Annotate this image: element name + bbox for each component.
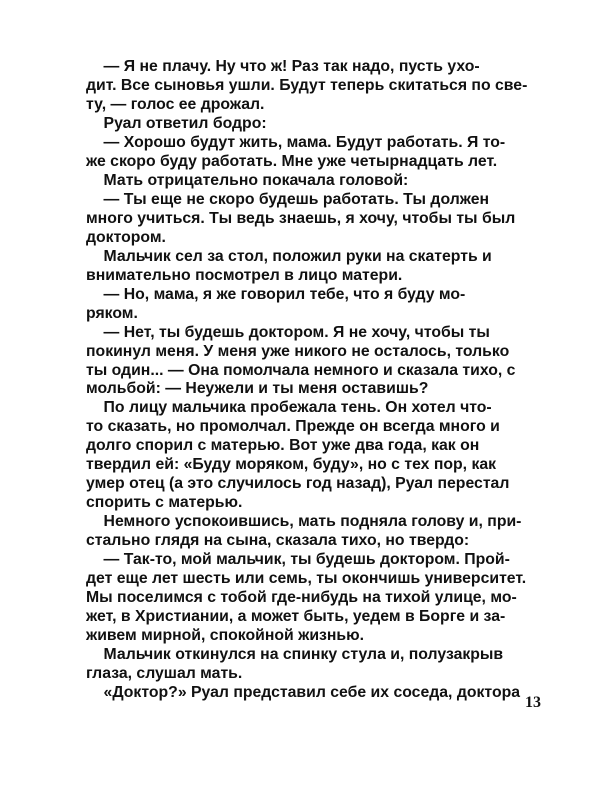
text-line: умер отец (а это случилось год назад), Руал перестал	[86, 475, 510, 493]
text-line: — Нет, ты будешь доктором. Я не хочу, чтобы ты	[86, 323, 490, 341]
text-line: — Но, мама, я же говорил тебе, что я буду мо-	[86, 285, 466, 303]
text-line: Руал ответил бодро:	[86, 114, 267, 132]
text-line: спорить с матерью.	[86, 494, 243, 512]
text-line: внимательно посмотрел в лицо матери.	[86, 266, 403, 284]
text-line: ряком.	[86, 304, 138, 322]
text-line: — Хорошо будут жить, мама. Будут работать. Я то-	[86, 133, 506, 151]
text-line: — Ты еще не скоро будешь работать. Ты должен	[86, 190, 490, 208]
text-line: мольбой: — Неужели и ты меня оставишь?	[86, 380, 429, 398]
text-line: жет, в Христиании, а может быть, уедем в Борге и за-	[86, 608, 506, 626]
text-line: ты один... — Она помолчала немного и сказала тихо, с	[86, 361, 516, 379]
text-line: — Так-то, мой мальчик, ты будешь доктором. Прой-	[86, 551, 510, 569]
page-number: 13	[525, 694, 541, 711]
text-line: дит. Все сыновья ушли. Будут теперь скитаться по све-	[86, 76, 528, 94]
text-line: Немного успокоившись, мать подняла голову и, при-	[86, 513, 522, 531]
text-line: Мы поселимся с тобой где-нибудь на тихой улице, мо-	[86, 589, 517, 607]
text-line: доктором.	[86, 228, 166, 246]
text-line: много учиться. Ты ведь знаешь, я хочу, чтобы ты был	[86, 209, 516, 227]
text-line: ту, — голос ее дрожал.	[86, 95, 265, 113]
text-line: Мальчик сел за стол, положил руки на скатерть и	[86, 247, 492, 265]
text-line: По лицу мальчика пробежала тень. Он хотел что-	[86, 399, 492, 417]
text-line: же скоро буду работать. Мне уже четырнадцать лет.	[86, 152, 498, 170]
text-line: — Я не плачу. Ну что ж! Раз так надо, пусть ухо-	[86, 58, 480, 75]
text-line: твердил ей: «Буду моряком, буду», но с тех пор, как	[86, 456, 497, 474]
text-line: дет еще лет шесть или семь, ты окончишь университет.	[86, 570, 527, 588]
text-line: стально глядя на сына, сказала тихо, но твердо:	[86, 532, 470, 550]
body-text	[86, 58, 546, 703]
text-line: Мальчик откинулся на спинку стула и, полузакрыв	[86, 646, 504, 664]
text-line: покинул меня. У меня уже никого не осталось, только	[86, 342, 510, 360]
text-line: «Доктор?» Руал представил себе их соседа, доктора	[86, 683, 521, 701]
text-line: живем мирной, спокойной жизнью.	[86, 627, 365, 645]
text-line: глаза, слушал мать.	[86, 665, 243, 682]
text-line: долго спорил с матерью. Вот уже два года, как он	[86, 437, 480, 455]
text-line: Мать отрицательно покачала головой:	[86, 171, 409, 189]
text-line: то сказать, но промолчал. Прежде он всегда много и	[86, 418, 500, 436]
